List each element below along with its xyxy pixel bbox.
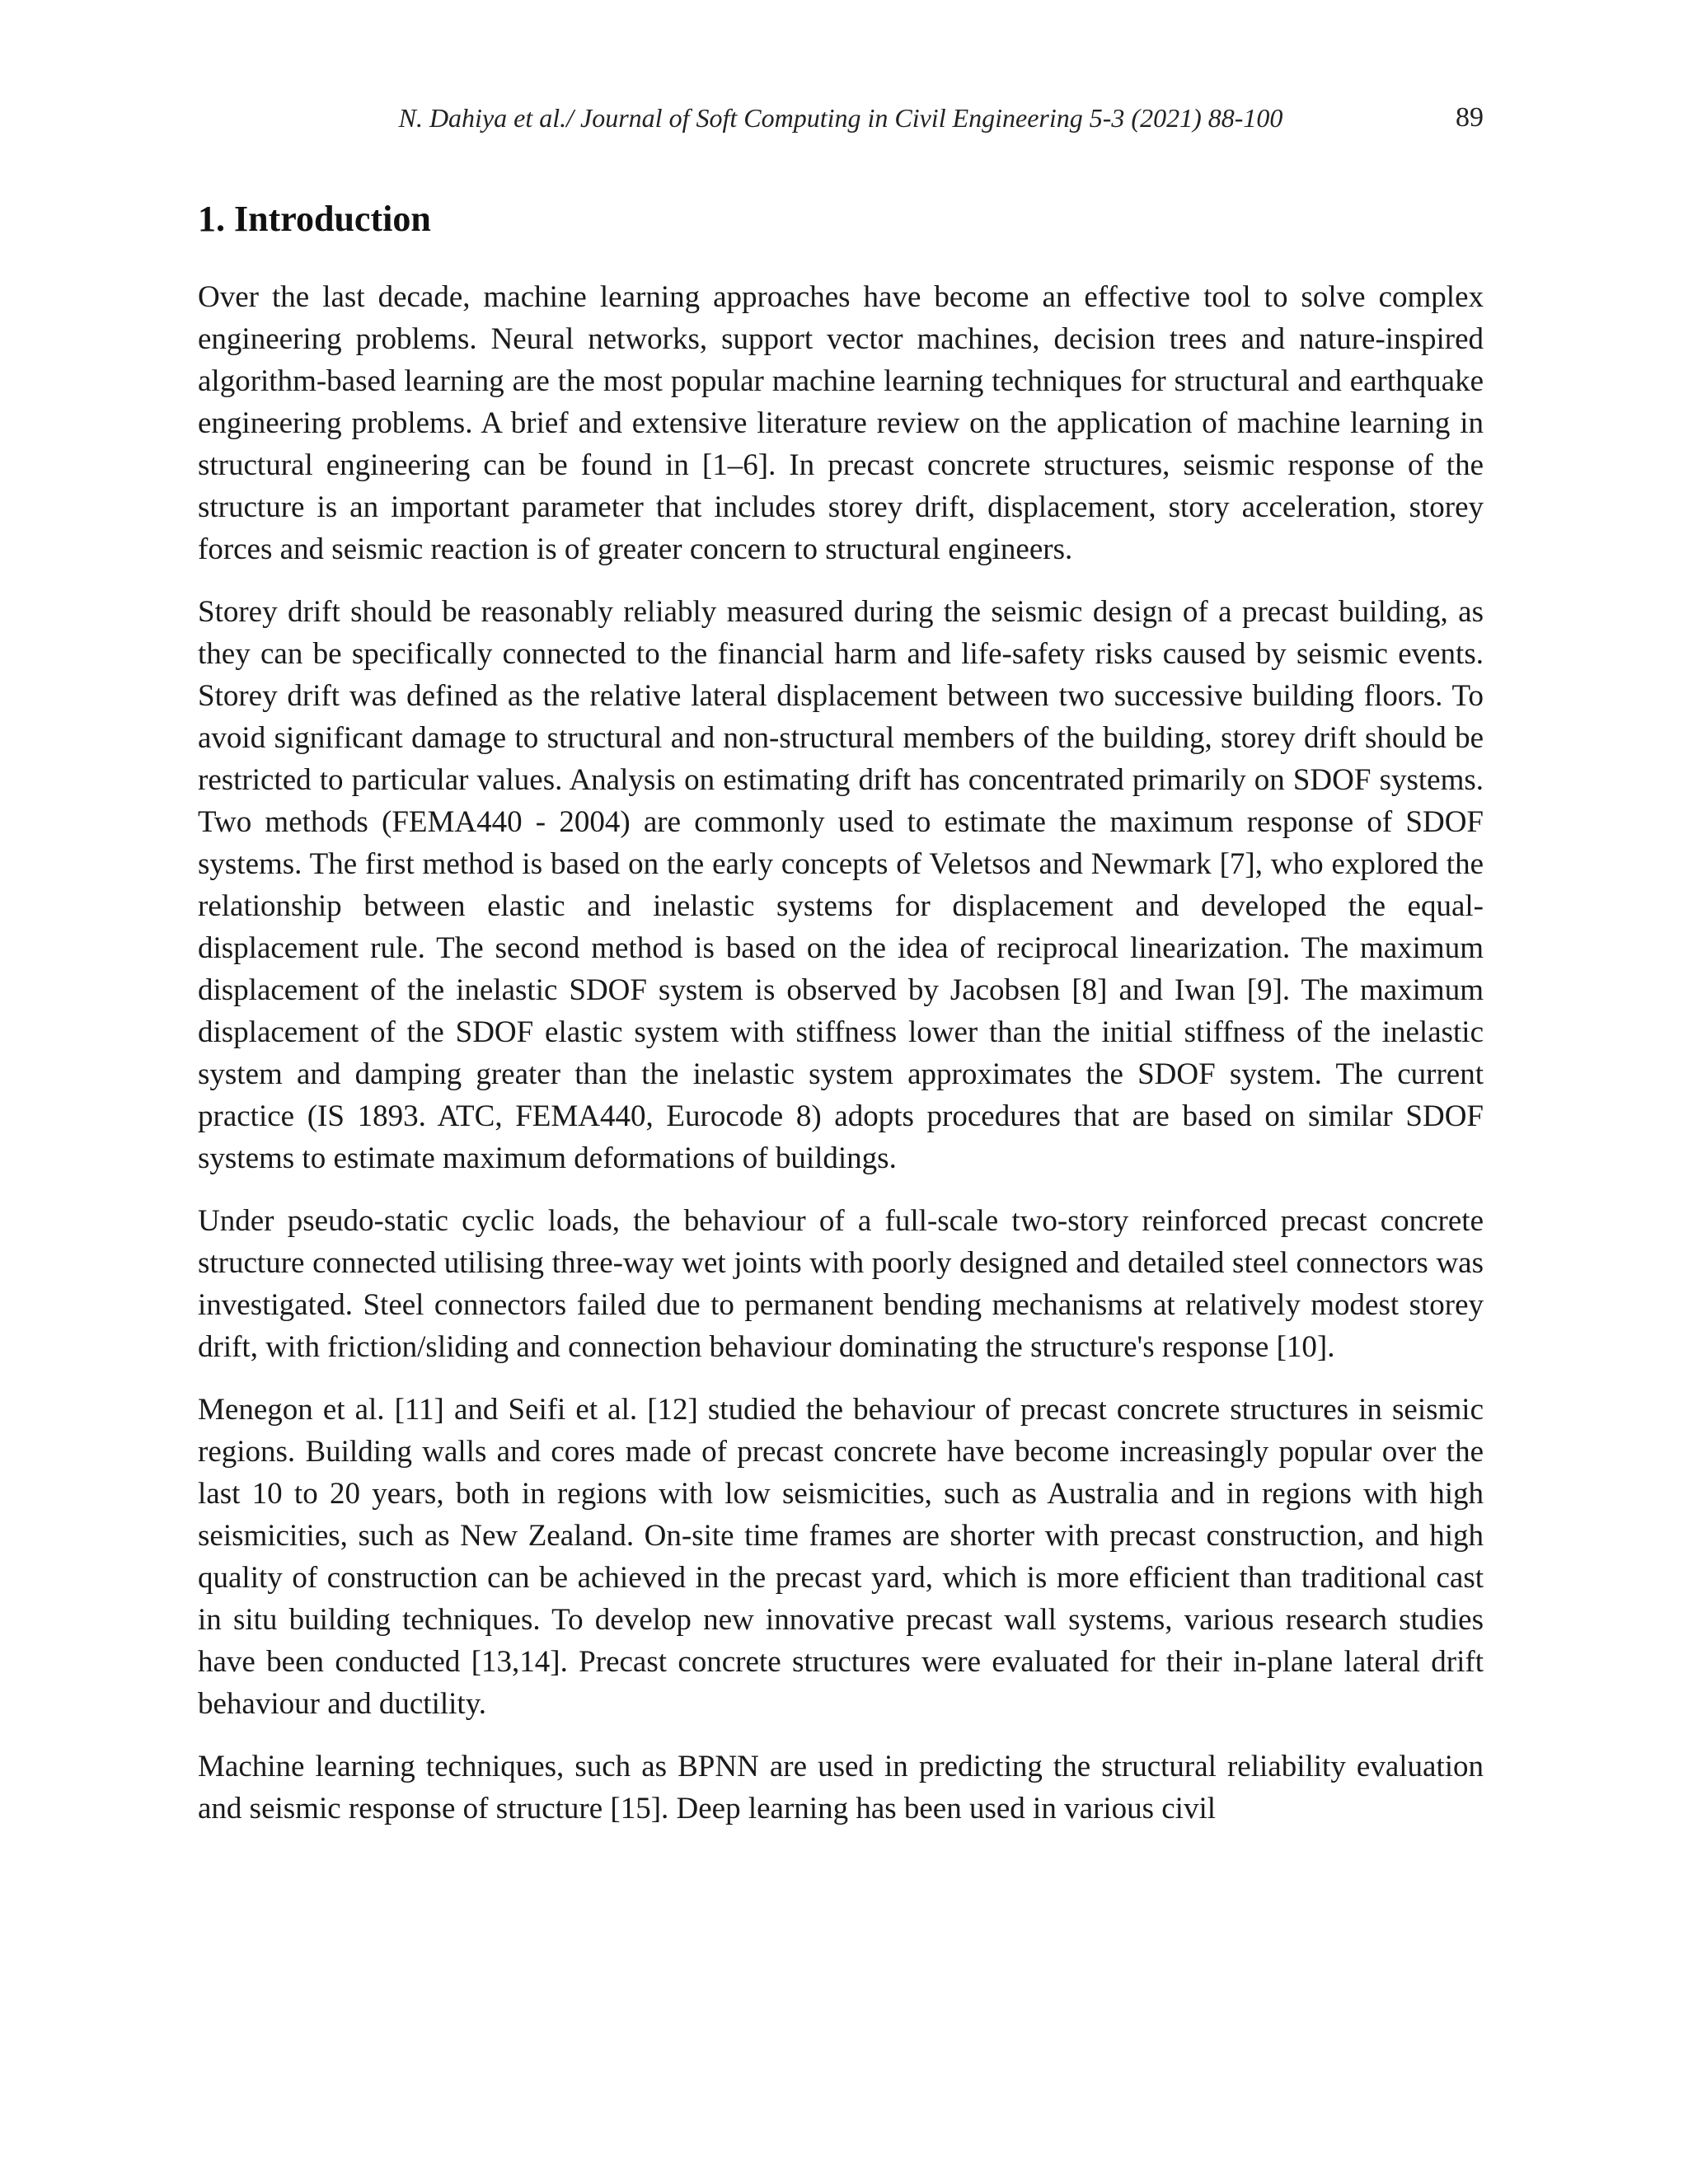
paragraph-3: Under pseudo-static cyclic loads, the behaviour of a full-scale two-story reinforced precast concrete structure connected utilising three-way wet joints with poorly designed and detailed steel connectors was investigated. Steel connectors failed due to permanent bending mechanisms at relatively modest storey drift, with friction/sliding and connection behaviour dominating the structure's response [10]. <box>198 1204 1484 1364</box>
paragraph-1: Over the last decade, machine learning approaches have become an effective tool to solve complex engineering problems. Neural networks, support vector machines, decision trees and nature-inspired algorithm-based learning are the most popular machine learning techniques for structural and earthquake engineering problems. A brief and extensive literature review on the application of machine learning in structural engineering can be found in [1–6]. In precast concrete structures, seismic response of the structure is an important parameter that includes storey drift, displacement, story acceleration, storey forces and seismic reaction is of greater concern to structural engineers. <box>198 280 1484 566</box>
running-head: N. Dahiya et al./ Journal of Soft Computing in Civil Engineering 5-3 (2021) 88-100 <box>398 103 1283 133</box>
paragraph-2: Storey drift should be reasonably reliably measured during the seismic design of a precast building, as they can be specifically connected to the financial harm and life-safety risks caused by seismic events. Storey drift was defined as the relative lateral displacement between two successive building floors. To avoid significant damage to structural and non-structural members of the building, storey drift should be restricted to particular values. Analysis on estimating drift has concentrated primarily on SDOF systems. Two methods (FEMA440 - 2004) are commonly used to estimate the maximum response of SDOF systems. The first method is based on the early concepts of Veletsos and Newmark [7], who explored the relationship between elastic and inelastic systems for displacement and developed the equal-displacement rule. The second method is based on the idea of reciprocal linearization. The maximum displacement of the inelastic SDOF system is observed by Jacobsen [8] and Iwan [9]. The maximum displacement of the SDOF elastic system with stiffness lower than the initial stiffness of the inelastic system and damping greater than the inelastic system approximates the SDOF system. The current practice (IS 1893. ATC, FEMA440, Eurocode 8) adopts procedures that are based on similar SDOF systems to estimate maximum deformations of buildings. <box>198 595 1484 1175</box>
page-header <box>198 97 1484 138</box>
body-text <box>198 276 1484 1850</box>
paragraph-5: Machine learning techniques, such as BPNN are used in predicting the structural reliability evaluation and seismic response of structure [15]. Deep learning has been used in various civil <box>198 1750 1484 1825</box>
page-number: 89 <box>1456 102 1484 133</box>
paragraph-4: Menegon et al. [11] and Seifi et al. [12] studied the behaviour of precast concrete structures in seismic regions. Building walls and cores made of precast concrete have become increasingly popular over the last 10 to 20 years, both in regions with low seismicities, such as Australia and in regions with high seismicities, such as New Zealand. On-site time frames are shorter with precast construction, and high quality of construction can be achieved in the precast yard, which is more efficient than traditional cast in situ building techniques. To develop new innovative precast wall systems, various research studies have been conducted [13,14]. Precast concrete structures were evaluated for their in-plane lateral drift behaviour and ductility. <box>198 1393 1484 1721</box>
section-heading: 1. Introduction <box>198 199 431 239</box>
